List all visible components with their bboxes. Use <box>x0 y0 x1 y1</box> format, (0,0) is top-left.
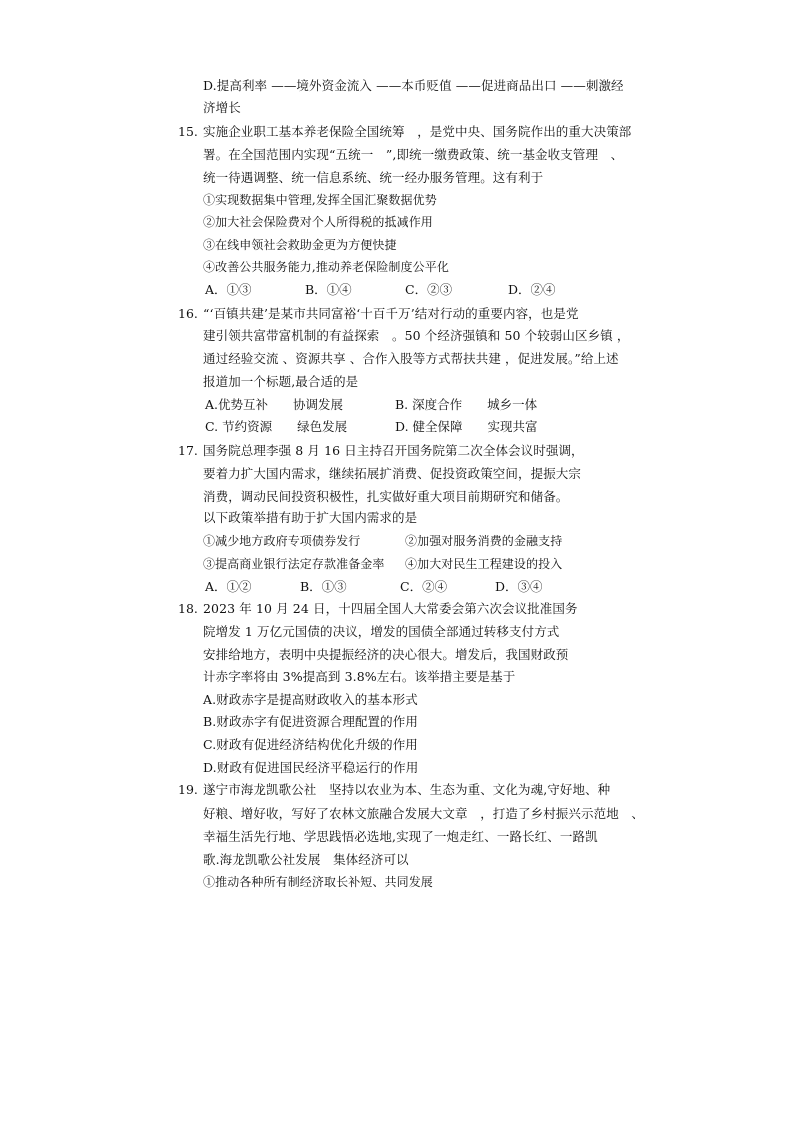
q17-item-2: ②加强对服务消费的金融支持 <box>405 534 563 548</box>
q15-item-3: ③在线申领社会救助金更为方便快捷 <box>203 238 397 252</box>
q18-stem-line1: 2023 年 10 月 24 日，十四届全国人大常委会第六次会议批准国务 <box>203 601 578 616</box>
q19-stem-line2: 好粮、增好收，写好了农林文旅融合发展大文章 ，打造了乡村振兴示范地 、 <box>203 806 645 821</box>
q18-stem-line4: 计赤字率将由 3%提高到 3.8%左右。该举措主要是基于 <box>203 669 516 684</box>
q15-option-d: D．②④ <box>508 282 556 297</box>
q17-number: 17. <box>178 443 198 458</box>
q18-option-d: D.财政有促进国民经济平稳运行的作用 <box>203 760 419 775</box>
q16-stem-line4: 报道加一个标题,最合适的是 <box>203 374 359 389</box>
q18-option-b: B.财政赤字有促进资源合理配置的作用 <box>203 714 418 729</box>
q15-option-a: A．①③ <box>205 282 252 297</box>
q16-option-b: B. 深度合作 城乡一体 <box>395 397 538 412</box>
q17-option-d: D．③④ <box>495 579 543 594</box>
q15-item-4: ④改善公共服务能力,推动养老保险制度公平化 <box>203 260 449 274</box>
q14-option-d-line1: D.提高利率 ——境外资金流入 ——本币贬值 ——促进商品出口 ——刺激经 <box>203 78 624 93</box>
q19-stem-line3: 幸福生活先行地、学思践悟必选地,实现了一炮走红、一路长红、一路凯 <box>203 829 598 844</box>
q17-option-b: B．①③ <box>300 579 347 594</box>
q17-stem-line2: 要着力扩大国内需求，继续拓展扩消费、促投资政策空间，提振大宗 <box>203 466 582 481</box>
q17-stem-line1: 国务院总理李强 8 月 16 日主持召开国务院第二次全体会议时强调， <box>203 443 584 458</box>
q18-stem-line2: 院增发 1 万亿元国债的决议，增发的国债全部通过转移支付方式 <box>203 624 560 639</box>
q17-item-1: ①减少地方政府专项债券发行 <box>203 534 361 548</box>
q18-stem-line3: 安排给地方，表明中央提振经济的决心很大。增发后，我国财政预 <box>203 647 569 662</box>
q14-option-d-line2: 济增长 <box>203 100 241 115</box>
q17-stem-line3: 消费，调动民间投资积极性，扎实做好重大项目前期研究和储备。 <box>203 489 569 504</box>
q15-number: 15. <box>178 124 198 139</box>
q15-stem-line3: 统一待遇调整、统一信息系统、统一经办服务管理。这有利于 <box>203 170 544 185</box>
q17-option-a: A．①② <box>205 579 252 594</box>
q16-option-a: A.优势互补 协调发展 <box>205 397 344 412</box>
q16-option-c: C. 节约资源 绿色发展 <box>205 419 348 434</box>
q15-item-1: ①实现数据集中管理,发挥全国汇聚数据优势 <box>203 193 437 207</box>
q18-option-c: C.财政有促进经济结构优化升级的作用 <box>203 737 418 752</box>
q15-option-c: C．②③ <box>405 282 453 297</box>
q16-option-d: D. 健全保障 实现共富 <box>395 419 538 434</box>
q19-item-1: ①推动各种所有制经济取长补短、共同发展 <box>203 875 433 889</box>
q17-option-c: C．②④ <box>400 579 448 594</box>
q16-stem-line2: 建引领共富带富机制的有益探索 。50 个经济强镇和 50 个较弱山区乡镇 ， <box>203 328 630 343</box>
q19-stem-line1: 遂宁市海龙凯歌公社 坚持以农业为本、生态为重、文化为魂,守好地、种 <box>203 782 611 797</box>
q16-number: 16. <box>178 306 198 321</box>
q15-item-2: ②加大社会保险费对个人所得税的抵减作用 <box>203 215 433 229</box>
q16-stem-line1: “‘百镇共建’是某市共同富裕‘十百千万’结对行动的重要内容，也是党 <box>203 306 579 321</box>
q15-stem-line2: 署。在全国范围内实现“五统一 ”,即统一缴费政策、统一基金收支管理 、 <box>203 147 624 162</box>
q15-option-b: B．①④ <box>305 282 352 297</box>
q18-option-a: A.财政赤字是提高财政收入的基本形式 <box>203 692 418 707</box>
q19-number: 19. <box>178 782 198 797</box>
q17-stem-line4: 以下政策举措有助于扩大国内需求的是 <box>203 510 418 525</box>
q15-stem-line1: 实施企业职工基本养老保险全国统筹 ，是党中央、国务院作出的重大决策部 <box>203 124 632 139</box>
q17-item-4: ④加大对民生工程建设的投入 <box>405 557 563 571</box>
q19-stem-line4: 歌.海龙凯歌公社发展 集体经济可以 <box>203 852 409 867</box>
q18-number: 18. <box>178 601 198 616</box>
q17-item-3: ③提高商业银行法定存款准备金率 <box>203 557 385 571</box>
q16-stem-line3: 通过经验交流 、资源共享 、合作入股等方式帮扶共建 ，促进发展。”给上述 <box>203 351 619 366</box>
